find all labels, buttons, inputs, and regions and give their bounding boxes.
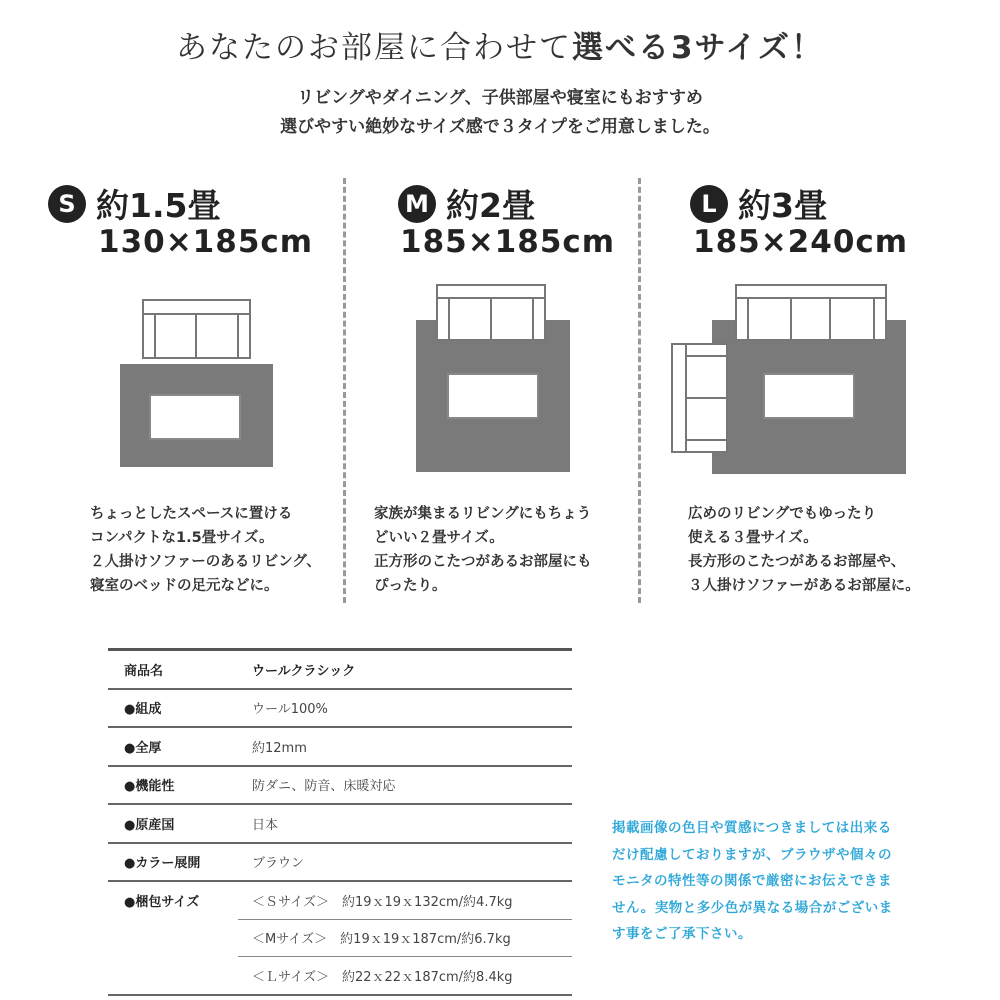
color-disclaimer — [612, 815, 912, 948]
spec-key: ●機能性 — [108, 766, 238, 805]
column-divider — [343, 178, 346, 603]
table-row — [108, 766, 572, 805]
table-row — [108, 689, 572, 728]
spec-value: ＜Ｓサイズ＞ 約19ｘ19ｘ132cm/約4.7kg — [238, 881, 572, 919]
spec-key: ●カラー展開 — [108, 843, 238, 882]
spec-value: ＜Ｌサイズ＞ 約22ｘ22ｘ187cm/約8.4kg — [238, 957, 572, 995]
description-line: 寝室のベッドの足元などに。 — [90, 578, 279, 594]
size-m-badge: M — [398, 185, 436, 223]
title-plain: あなたのお部屋に合わせて — [175, 30, 572, 66]
page-title — [0, 22, 1000, 67]
spec-value: ウール100% — [238, 689, 572, 728]
table-icon — [764, 374, 854, 418]
description-line: ぴったり。 — [374, 578, 447, 594]
description-line: 長方形のこたつがあるお部屋や、 — [688, 554, 906, 570]
notice-line: せん。実物と多少色が異なる場合がございま — [612, 899, 893, 916]
subtitle-line: 選びやすい絶妙なサイズ感で３タイプをご用意しました。 — [280, 117, 720, 137]
spec-key — [108, 957, 238, 995]
description-line: 正方形のこたつがあるお部屋にも — [374, 554, 592, 570]
notice-line: だけ配慮しておりますが、ブラウザや個々の — [612, 846, 892, 863]
description-line: どいい２畳サイズ。 — [374, 530, 504, 546]
notice-line: 掲載画像の色目や質感につきましては出来る — [612, 820, 892, 836]
table-row — [108, 727, 572, 766]
description-line: ３人掛けソファーがあるお部屋に。 — [688, 578, 920, 594]
armchair-icon — [672, 344, 727, 452]
title-bold: 選べる3サイズ！ — [571, 30, 825, 66]
size-l-dimensions: 185×240cm — [693, 224, 909, 260]
description-line: ちょっとしたスペースに置ける — [90, 506, 293, 522]
three-seat-sofa-icon — [736, 285, 886, 340]
size-s-name: 約1.5畳 — [96, 186, 221, 225]
size-m-description — [374, 502, 592, 598]
size-s-heading — [48, 180, 220, 227]
size-m-name: 約2畳 — [446, 186, 535, 225]
size-s-layout-diagram — [118, 297, 288, 472]
spec-key: ●梱包サイズ — [124, 895, 200, 910]
subtitle-line: リビングやダイニング、子供部屋や寝室にもおすすめ — [297, 88, 703, 108]
table-row — [108, 919, 572, 957]
size-m-dimensions: 185×185cm — [400, 224, 616, 260]
size-l-layout-diagram — [670, 282, 910, 477]
spec-key: ●全厚 — [108, 727, 238, 766]
size-s-description — [90, 502, 321, 598]
spec-value: ブラウン — [238, 843, 572, 882]
description-line: 広めのリビングでもゆったり — [688, 506, 877, 522]
size-l-description — [688, 502, 920, 598]
description-line: 家族が集まるリビングにもちょう — [374, 506, 592, 522]
size-s-section — [48, 172, 348, 612]
spec-table — [108, 648, 572, 996]
spec-value: ウールクラシック — [238, 650, 572, 689]
size-s-dimensions: 130×185cm — [98, 224, 314, 260]
spec-value: ＜Mサイズ＞ 約19ｘ19ｘ187cm/約6.7kg — [238, 919, 572, 957]
description-line: 使える３畳サイズ。 — [688, 530, 818, 546]
table-icon — [150, 395, 240, 439]
spec-key — [108, 919, 238, 957]
sofa-icon — [143, 300, 250, 358]
size-l-name: 約3畳 — [738, 186, 827, 225]
spec-value: 防ダニ、防音、床暖対応 — [238, 766, 572, 805]
table-row — [108, 804, 572, 843]
spec-key: ●組成 — [108, 689, 238, 728]
description-line: ２人掛けソファーのあるリビング、 — [90, 554, 321, 570]
size-m-heading — [398, 180, 535, 227]
subtitle — [0, 84, 1000, 142]
size-m-section — [348, 172, 648, 612]
table-icon — [448, 374, 538, 418]
table-row — [108, 843, 572, 882]
notice-line: す事をご了承下さい。 — [612, 926, 752, 942]
spec-key: ●原産国 — [108, 804, 238, 843]
spec-value: 約12mm — [238, 727, 572, 766]
description-line: コンパクトな1.5畳サイズ。 — [90, 530, 274, 546]
spec-key: 商品名 — [108, 650, 238, 689]
size-s-badge: S — [48, 185, 86, 223]
size-l-heading — [690, 180, 827, 227]
table-row — [108, 957, 572, 995]
table-row — [108, 650, 572, 689]
notice-line: モニタの特性等の関係で厳密にお伝えできま — [612, 873, 892, 889]
table-row — [108, 881, 572, 919]
sofa-icon — [437, 285, 545, 340]
size-l-section — [640, 172, 940, 612]
spec-value: 日本 — [238, 804, 572, 843]
size-m-layout-diagram — [414, 282, 574, 474]
size-l-badge: L — [690, 185, 728, 223]
